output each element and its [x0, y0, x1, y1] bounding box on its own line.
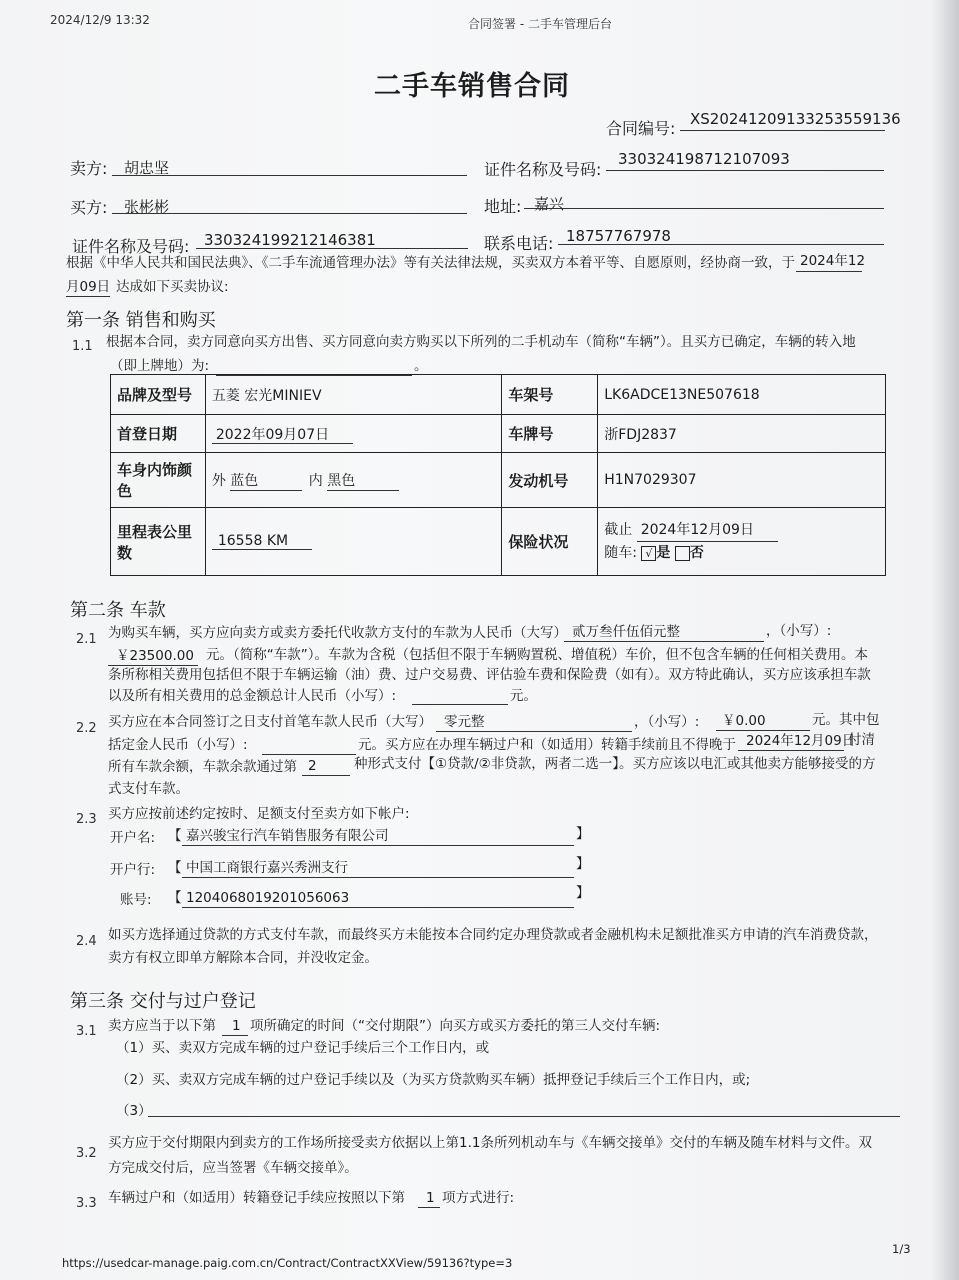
option-3-underline [148, 1116, 900, 1117]
clause-3-1-item: 1 [232, 1018, 241, 1034]
clause-2-1-amount: ￥23500.00 [116, 648, 194, 664]
color-cell [205, 453, 502, 508]
clause-2-2-f: 付清 [848, 732, 875, 748]
exterior-color: 蓝色 [230, 470, 302, 491]
interior-color: 黑色 [327, 470, 399, 491]
clause-2-1-b: ，（小写）: [766, 623, 832, 639]
clause-2-2-down-cn: 零元整 [444, 714, 485, 730]
clause-2-2-g: 所有车款余额，车款余款通过第 [108, 759, 297, 775]
table-row [111, 375, 886, 415]
clause-2-4-a: 如买方选择通过贷款的方式支付车款，而最终买方未能按本合同约定办理贷款或者金融机构未足额批准买方申请的汽车消费贷款， [108, 927, 878, 943]
method-underline [302, 775, 350, 776]
intro-date-b: 月09日 [66, 279, 111, 295]
buyer-label: 买方: [70, 198, 108, 217]
article-1-title: 第一条 销售和购买 [66, 310, 216, 331]
page-number: 1/3 [892, 1242, 911, 1256]
clause-2-1-num: 2.1 [76, 632, 97, 647]
clause-3-1-num: 3.1 [76, 1024, 97, 1039]
item-underline [222, 1035, 248, 1036]
clause-3-3-b: 项方式进行: [442, 1190, 515, 1206]
account-no-bracket-r: 】 [576, 885, 590, 901]
account-name-bracket-r: 】 [576, 826, 590, 842]
mileage-label-line-1: 里程表公里 [117, 522, 193, 541]
clause-2-2-c: 元。其中包 [812, 712, 880, 728]
seller-underline [112, 175, 467, 176]
article-3-title: 第三条 交付与过户登记 [70, 991, 256, 1012]
amount-cn-underline [564, 641, 764, 642]
account-no: 1204068019201056063 [186, 890, 350, 906]
page-edge-shadow [931, 0, 959, 1280]
buyer-id-label: 证件名称及号码: [72, 237, 190, 256]
contract-number-label: 合同编号: [606, 119, 676, 138]
clause-3-1-a: 卖方应当于以下第 [108, 1018, 216, 1034]
address-underline [524, 208, 884, 209]
account-no-underline [182, 907, 574, 908]
brand-value: 五菱 宏光MINIEV [205, 375, 502, 415]
article-2-title: 第二条 车款 [70, 600, 166, 621]
seller-label: 卖方: [70, 159, 108, 178]
clause-2-1-f: 元。 [510, 688, 537, 704]
account-no-label: 账号: [120, 892, 152, 908]
clause-3-1-option-3: （3） [116, 1103, 152, 1119]
vehicle-table [110, 374, 886, 576]
clause-2-2-date: 2024年12月09日 [746, 733, 856, 749]
clause-3-2-num: 3.2 [76, 1146, 97, 1161]
clause-2-2-h: 种形式支付【①贷款/②非贷款，两者二选一】。买方应该以电汇或其他卖方能够接受的方 [354, 756, 876, 772]
down-cn-underline [436, 731, 632, 732]
engine-label: 发动机号 [502, 453, 598, 508]
clause-3-1-b: 项所确定的时间（“交付期限”）向买方或买方委托的第三人交付车辆: [250, 1018, 661, 1034]
clause-1-1-line2a: （即上牌地）为: [110, 358, 210, 374]
clause-2-4-b: 卖方有权立即单方解除本合同，并没收定金。 [108, 950, 378, 966]
seller-id: 330324198712107093 [618, 150, 790, 168]
clause-3-3-item: 1 [426, 1190, 435, 1206]
seller-name: 胡忠坚 [124, 159, 170, 177]
phone-underline [558, 244, 884, 245]
clause-3-2-b: 方完成交付后，应当签署《车辆交接单》。 [108, 1160, 358, 1176]
first-reg-value: 2022年09月07日 [212, 427, 353, 444]
engine-value: H1N7029307 [598, 453, 886, 508]
clause-2-2-d: 括定金人民币（小写）: [108, 737, 248, 753]
clause-2-2-num: 2.2 [76, 721, 97, 736]
account-no-bracket-l: 【 [168, 890, 182, 906]
yes-checkbox[interactable]: √ [641, 546, 656, 561]
clause-2-3-num: 2.3 [76, 812, 97, 827]
buyer-underline [112, 213, 467, 214]
buyer-id: 330324199212146381 [204, 231, 376, 249]
plate-label: 车牌号 [502, 415, 598, 453]
insurance-label: 保险状况 [502, 508, 598, 576]
insurance-until-prefix: 截止 [604, 522, 633, 538]
seller-id-label: 证件名称及号码: [484, 160, 602, 179]
address-label: 地址: [484, 197, 522, 216]
no-checkbox[interactable] [675, 546, 690, 561]
account-name-underline [182, 845, 574, 846]
buyer-id-underline [196, 248, 468, 249]
clause-3-3-num: 3.3 [76, 1196, 97, 1211]
clause-2-1-amount-cn: 贰万叁仟伍佰元整 [572, 624, 680, 640]
clause-2-1-e: 以及所有相关费用的总金额总计人民币（小写）: [108, 688, 397, 704]
print-datetime: 2024/12/9 13:32 [50, 13, 150, 27]
color-label-line-2: 色 [117, 482, 133, 500]
interior-prefix: 内 [308, 472, 323, 489]
account-name: 嘉兴骏宝行汽车销售服务有限公司 [186, 828, 389, 844]
insurance-until: 2024年12月09日 [637, 519, 778, 542]
clause-2-2-method: 2 [308, 758, 317, 774]
bank-underline [182, 877, 574, 878]
address: 嘉兴 [534, 195, 565, 213]
bank-bracket-r: 】 [576, 856, 590, 872]
window-title: 合同签署 - 二手车管理后台 [468, 17, 612, 31]
contract-number: XS20241209133253559136 [690, 110, 901, 128]
deposit-underline [262, 754, 356, 755]
table-row [111, 415, 886, 453]
intro-text-2: 达成如下买卖协议: [116, 279, 229, 295]
insurance-cell [598, 508, 886, 576]
contract-number-underline [680, 130, 885, 131]
clause-2-4-num: 2.4 [76, 934, 97, 949]
vin-value: LK6ADCE13NE507618 [598, 375, 886, 415]
table-row [111, 453, 886, 508]
yes-label: 是 [656, 545, 671, 561]
first-reg-cell [205, 415, 502, 453]
clause-2-1-c: 元。（简称“车款”）。车款为含税（包括但不限于车辆购置税、增值税）车价，但不包含车辆的任何相关费用。本 [206, 647, 868, 663]
with-car-label: 随车: [604, 545, 637, 561]
exterior-prefix: 外 [211, 472, 226, 489]
clause-2-3-a: 买方应按前述约定按时、足额支付至卖方如下帐户: [108, 806, 410, 822]
color-label-line-1: 车身内饰颜 [117, 461, 193, 479]
first-reg-label: 首登日期 [111, 415, 206, 453]
vin-label: 车架号 [502, 375, 598, 415]
clause-2-2-b: ，（小写）: [634, 714, 700, 730]
clause-1-1-line2b: 。 [414, 358, 428, 374]
color-label [111, 453, 206, 508]
no-label: 否 [689, 545, 704, 561]
clause-3-3-a: 车辆过户和（如适用）转籍登记手续应按照以下第 [108, 1190, 405, 1206]
account-name-label: 开户名: [110, 830, 156, 846]
intro-date-a: 2024年12 [800, 253, 866, 269]
clause-2-2-a: 买方应在本合同签订之日支付首笔车款人民币（大写） [108, 714, 432, 730]
mileage-label [111, 508, 206, 576]
mileage-value: 16558 KM [212, 533, 312, 550]
contract-title: 二手车销售合同 [374, 71, 570, 102]
brand-label: 品牌及型号 [111, 375, 206, 415]
clause-3-1-option-1: （1）买、卖双方完成车辆的过户登记手续后三个工作日内，或 [116, 1040, 490, 1056]
mileage-label-line-2: 数 [117, 543, 133, 562]
clause-2-2-i: 式支付车款。 [108, 781, 189, 797]
intro-date-underline [796, 271, 862, 272]
clause-3-2-a: 买方应于交付期限内到卖方的工作场所接受卖方依据以上第1.1条所列机动车与《车辆交接单》交付的车辆及随车材料与文件。双 [108, 1135, 872, 1151]
phone-label: 联系电话: [484, 234, 554, 253]
plate-value: 浙FDJ2837 [598, 415, 886, 453]
table-row [111, 508, 886, 576]
total-underline [412, 704, 508, 705]
buyer-name: 张彬彬 [124, 198, 170, 216]
clause-2-2-down: ￥0.00 [722, 713, 766, 729]
clause-2-1-d: 条所称相关费用包括但不限于车辆运输（油）费、过户交易费、评估验车费和保险费（如有）。双方特此确认，买方应该承担车款 [108, 667, 871, 683]
clause-3-1-option-2: （2）买、卖双方完成车辆的过户登记手续以及（为买方贷款购买车辆）抵押登记手续后三个工作日内，或; [116, 1072, 751, 1088]
footer-url[interactable]: https://usedcar-manage.paig.com.cn/Contract/ContractXXView/59136?type=3 [62, 1256, 513, 1270]
intro-text-1: 根据《中华人民共和国民法典》、《二手车流通管理办法》等有关法律法规，买卖双方本着平等、自愿原则，经协商一致，于 [66, 255, 795, 271]
clause-3-3-underline [418, 1207, 440, 1208]
clause-1-1-line1: 根据本合同，卖方同意向买方出售、买方同意向卖方购买以下所列的二手机动车（简称“车辆”）。且买方已确定，车辆的转入地 [106, 334, 856, 350]
clause-1-1-num: 1.1 [72, 339, 93, 354]
phone: 18757767978 [566, 227, 671, 245]
pay-date-underline [738, 750, 844, 751]
clause-2-1-a: 为购买车辆，买方应向卖方或卖方委托代收款方支付的车款为人民币（大写） [108, 625, 567, 641]
bank-bracket-l: 【 [168, 860, 182, 876]
mileage-cell [205, 508, 502, 576]
bank-name: 中国工商银行嘉兴秀洲支行 [186, 860, 348, 876]
clause-2-2-e: 元。买方应在办理车辆过户和（如适用）转籍手续前且不得晚于 [358, 737, 736, 753]
intro-date-b-underline [66, 296, 110, 297]
seller-id-underline [606, 170, 884, 171]
bank-label: 开户行: [110, 862, 156, 878]
account-name-bracket-l: 【 [168, 828, 182, 844]
